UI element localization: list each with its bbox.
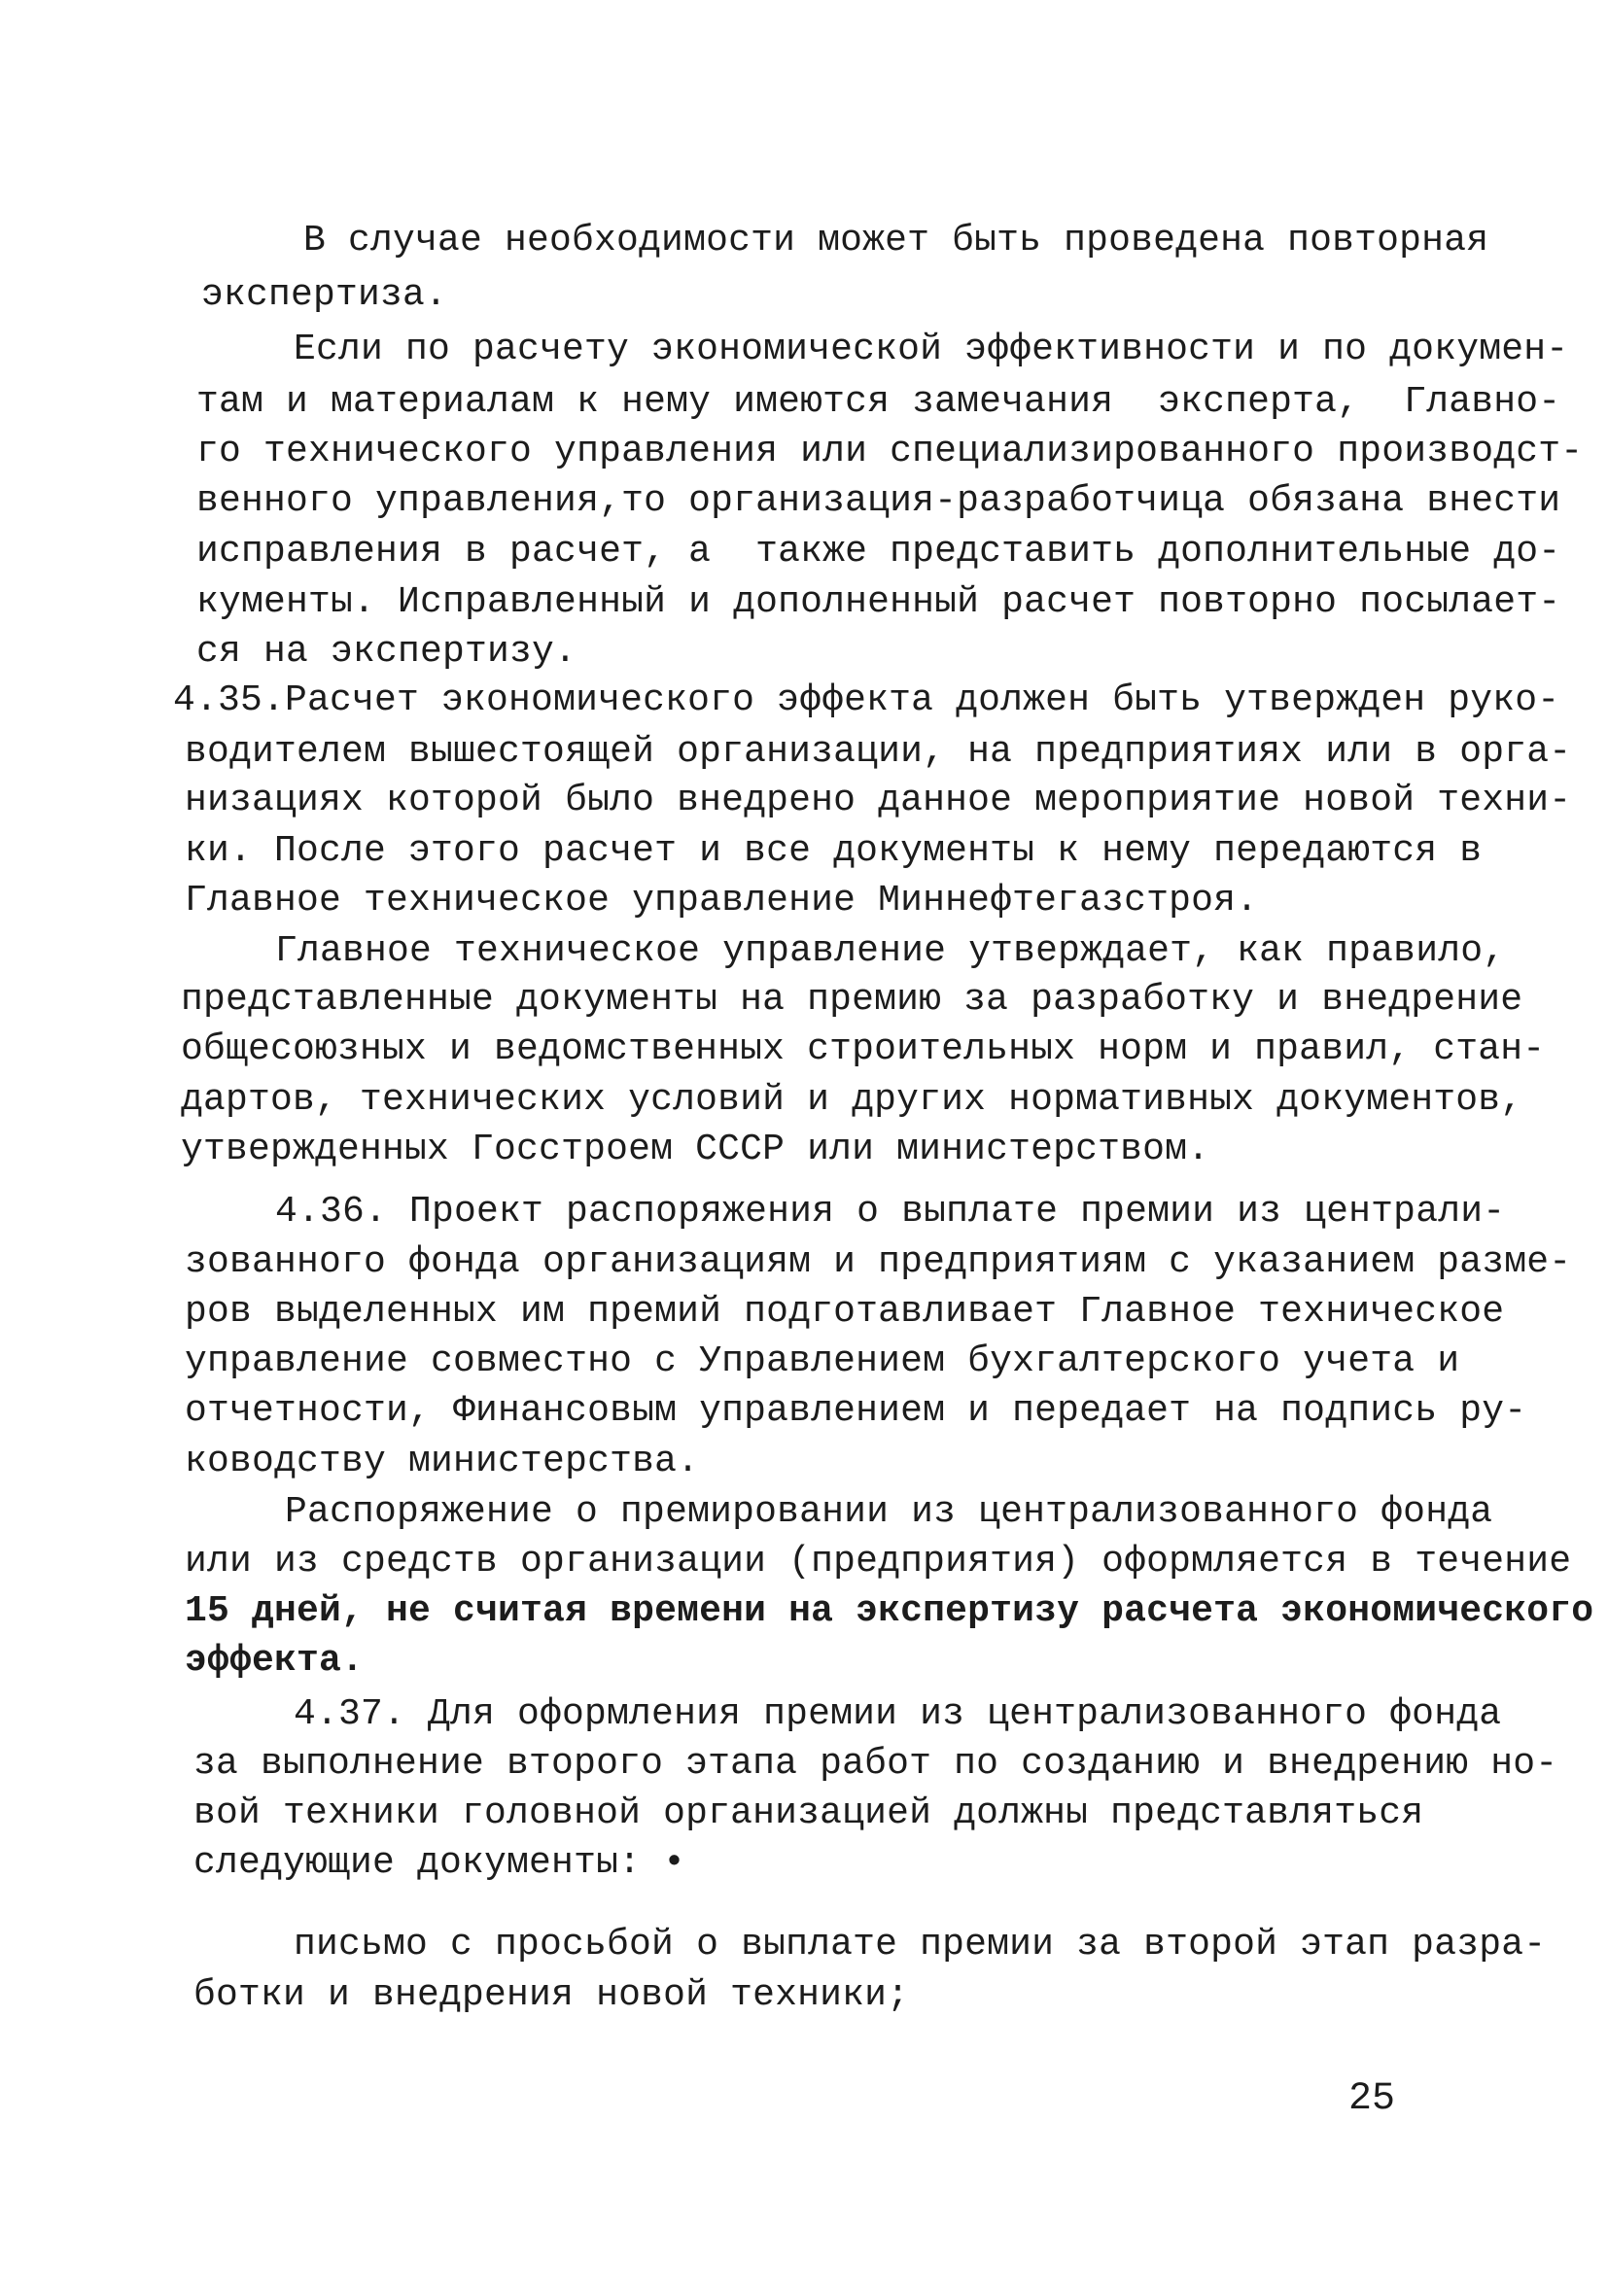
text-line: 4.36. Проект распоряжения о выплате премии из централи-: [275, 1191, 1506, 1233]
text-line: низациях которой было внедрено данное мероприятие новой техни-: [185, 780, 1572, 821]
text-line: го технического управления или специализированного производст-: [196, 431, 1584, 472]
text-line: 4.35.Расчет экономического эффекта должен быть утвержден руко-: [173, 679, 1560, 721]
text-line: ров выделенных им премий подготавливает Главное техническое: [185, 1291, 1505, 1333]
text-line: 15 дней, не считая времени на экспертизу расчета экономического: [185, 1590, 1594, 1632]
text-line: отчетности, Финансовым управлением и передает на подпись ру-: [185, 1390, 1527, 1432]
text-line: Главное техническое управление утверждает, как правило,: [275, 930, 1506, 972]
text-line: Распоряжение о премировании из централизованного фонда: [285, 1491, 1493, 1533]
text-line: венного управления,то организация-разработчица обязана внести: [196, 480, 1561, 522]
text-line: ководству министерства.: [185, 1441, 700, 1482]
text-line: представленные документы на премию за разработку и внедрение: [181, 979, 1523, 1021]
text-line: В случае необходимости может быть проведена повторная: [303, 220, 1489, 261]
text-line: кументы. Исправленный и дополненный расчет повторно посылает-: [196, 581, 1561, 623]
text-line: экспертиза.: [201, 274, 448, 316]
text-line: ки. После этого расчет и все документы к нему передаются в: [185, 830, 1483, 872]
text-line: там и материалам к нему имеются замечания эксперта, Главно-: [196, 381, 1561, 423]
text-line: ся на экспертизу.: [196, 631, 577, 673]
text-line: эффекта.: [185, 1640, 365, 1682]
text-line: утвержденных Госстроем СССР или министерством.: [181, 1129, 1210, 1170]
text-line: зованного фонда организациям и предприятиям с указанием разме-: [185, 1241, 1572, 1283]
text-line: или из средств организации (предприятия) оформляется в течение: [185, 1541, 1572, 1583]
text-line: Если по расчету экономической эффективности и по докумен-: [294, 329, 1569, 370]
text-line: за выполнение второго этапа работ по созданию и внедрению но-: [193, 1743, 1558, 1785]
text-line: водителем вышестоящей организации, на предприятиях или в орга-: [185, 731, 1572, 773]
text-line: Главное техническое управление Миннефтегазстроя.: [185, 880, 1259, 922]
text-line: ботки и внедрения новой техники;: [193, 1974, 910, 2016]
text-line: дартов, технических условий и других нормативных документов,: [181, 1079, 1523, 1121]
text-line: исправления в расчет, а также представить дополнительные до-: [196, 531, 1561, 573]
text-line: 4.37. Для оформления премии из централизованного фонда: [294, 1693, 1502, 1735]
text-line: следующие документы: •: [193, 1842, 686, 1884]
text-line: письмо с просьбой о выплате премии за второй этап разра-: [294, 1924, 1547, 1966]
page-number: 25: [1348, 2077, 1396, 2121]
text-line: управление совместно с Управлением бухгалтерского учета и: [185, 1340, 1460, 1382]
text-line: вой техники головной организацией должны представляться: [193, 1792, 1424, 1834]
text-line: общесоюзных и ведомственных строительных норм и правил, стан-: [181, 1028, 1546, 1070]
